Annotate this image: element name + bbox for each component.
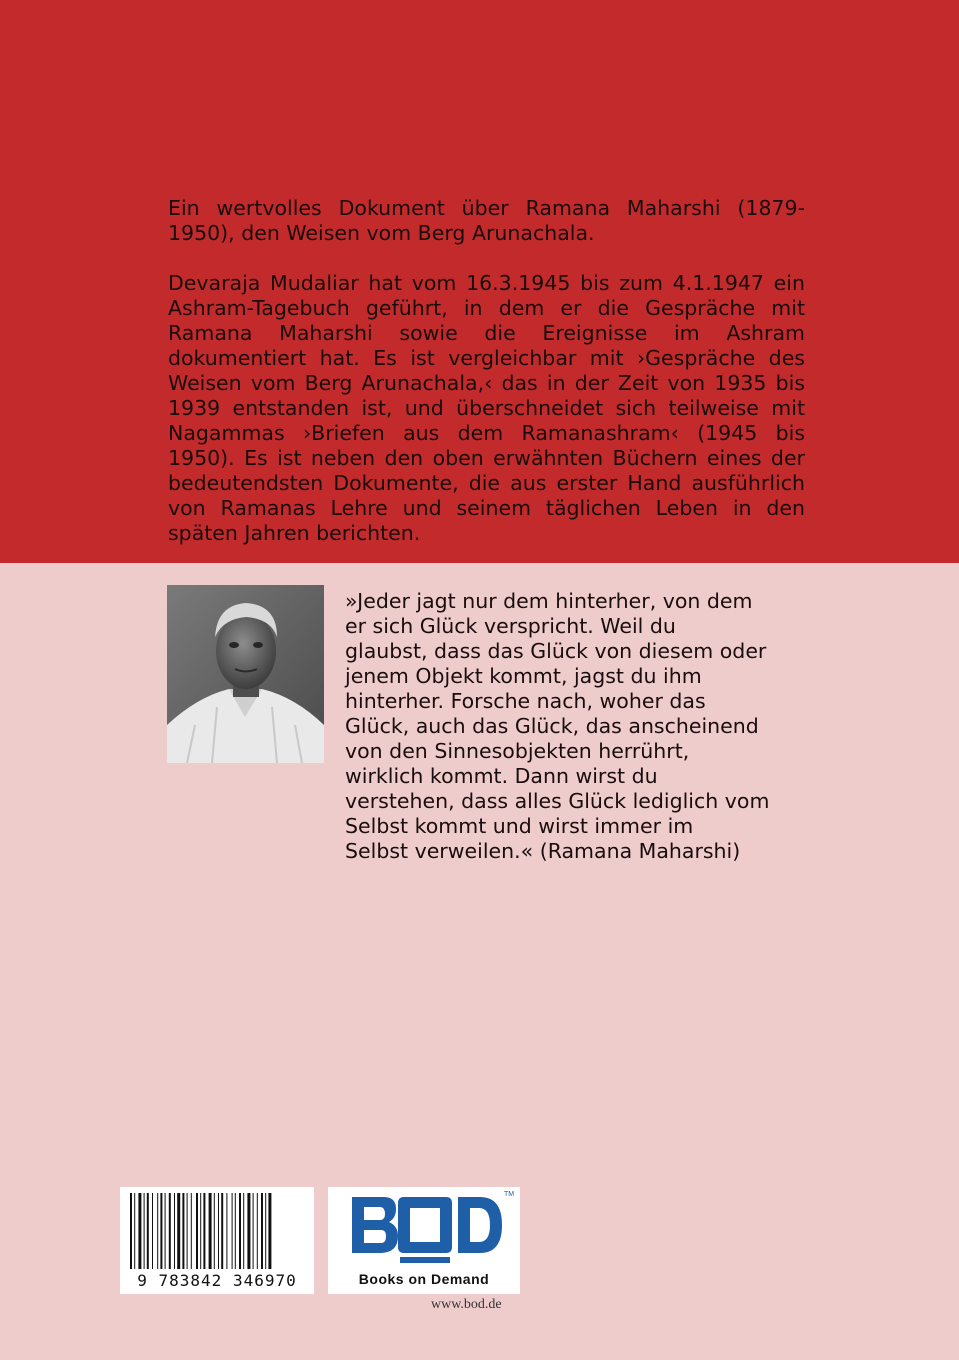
barcode-bar xyxy=(160,1193,162,1269)
barcode-bar xyxy=(261,1193,263,1269)
publisher-url: www.bod.de xyxy=(431,1297,502,1312)
barcode-bar xyxy=(134,1193,135,1269)
barcode-bar xyxy=(247,1193,250,1269)
barcode-bar xyxy=(243,1193,244,1269)
quote-line: »Jeder jagt nur dem hinterher, von dem xyxy=(345,589,753,613)
publisher-logo xyxy=(328,1187,520,1294)
barcode-bar xyxy=(226,1193,227,1269)
trademark-mark: TM xyxy=(504,1191,515,1198)
quote-line: Selbst verweilen.« (Ramana Maharshi) xyxy=(345,839,741,863)
quote-line: Glück, auch das Glück, das anscheinend xyxy=(345,714,759,738)
barcode-bar xyxy=(144,1193,145,1269)
quote-line: verstehen, dass alles Glück lediglich vom xyxy=(345,789,770,813)
barcode-bar xyxy=(169,1193,171,1269)
quote-line: hinterher. Forsche nach, woher das xyxy=(345,689,706,713)
intro-text xyxy=(168,196,805,546)
barcode-bar xyxy=(221,1193,223,1269)
barcode-bar xyxy=(235,1193,236,1269)
barcode-bar xyxy=(130,1193,132,1269)
barcode-bar xyxy=(174,1193,175,1269)
barcode-bar xyxy=(187,1193,188,1269)
barcode-bar xyxy=(209,1193,212,1269)
barcode-bar xyxy=(200,1193,201,1269)
quote-text xyxy=(345,589,815,864)
barcode-bars xyxy=(120,1193,314,1273)
barcode xyxy=(120,1187,314,1294)
bod-logo-icon xyxy=(328,1187,520,1271)
barcode-bar xyxy=(152,1193,153,1269)
author-portrait-image xyxy=(167,585,324,763)
barcode-bar xyxy=(257,1193,258,1269)
barcode-bar xyxy=(147,1193,149,1269)
intro-paragraph-1: Ein wertvolles Dokument über Ramana Maharshi (1879-1950), den Weisen vom Berg Arunachala. xyxy=(168,196,805,245)
barcode-bar xyxy=(253,1193,254,1269)
barcode-bar xyxy=(196,1193,198,1269)
barcode-bar xyxy=(191,1193,192,1269)
barcode-bar xyxy=(232,1193,233,1269)
barcode-bar xyxy=(138,1193,141,1269)
quote-line: von den Sinnesobjekten herrührt, xyxy=(345,739,690,763)
quote-line: jenem Objekt kommt, jagst du ihm xyxy=(345,664,702,688)
barcode-bar xyxy=(218,1193,219,1269)
barcode-bar xyxy=(268,1193,271,1269)
quote-line: er sich Glück verspricht. Weil du xyxy=(345,614,676,638)
barcode-bar xyxy=(165,1193,166,1269)
barcode-bar xyxy=(203,1193,205,1269)
quote-line: glaubst, dass das Glück von diesem oder xyxy=(345,639,767,663)
intro-paragraph-2: Devaraja Mudaliar hat vom 16.3.1945 bis zum 4.1.1947 ein Ashram-Tagebuch geführt, in dem er die Gespräche mit Ramana Maharshi sowie die Ereignisse im Ashram dokumentiert hat. Es ist vergleichbar mit ›Gespräche des Weisen vom Berg Arunachala,‹ das in der Zeit von 1935 bis 1939 entstanden ist, und überschneidet sich teilweise mit Nagammas ›Briefen aus dem Ramanashram‹ (1945 bis 1950). Es ist neben den oben erwähnten Büchern eines der bedeutendsten Dokumente, die aus erster Hand ausführlich von Ramanas Lehre und seinem täglichen Leben in den späten Jahren berichten. xyxy=(168,271,805,545)
barcode-digits: 9 783842 346970 xyxy=(137,1271,297,1290)
barcode-bar xyxy=(182,1193,184,1269)
publisher-tagline: Books on Demand xyxy=(358,1271,490,1287)
barcode-bar xyxy=(265,1193,266,1269)
quote-line: Selbst kommt und wirst immer im xyxy=(345,814,694,838)
author-photo xyxy=(167,585,324,763)
barcode-bar xyxy=(214,1193,215,1269)
barcode-bar xyxy=(239,1193,241,1269)
quote-line: wirklich kommt. Dann wirst du xyxy=(345,764,658,788)
barcode-bar xyxy=(177,1193,180,1269)
barcode-bar xyxy=(157,1193,158,1269)
